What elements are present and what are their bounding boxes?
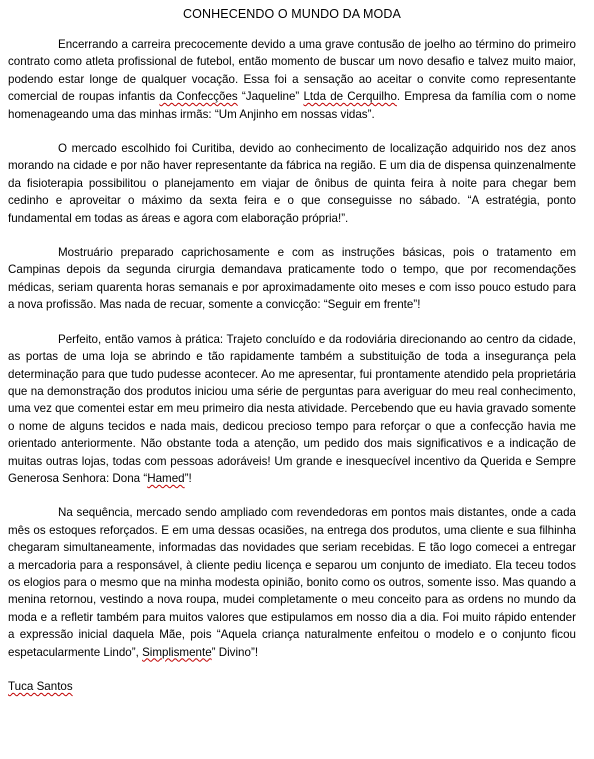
paragraph xyxy=(8,244,576,314)
paragraph-text: ” Divino”! xyxy=(211,645,259,659)
paragraph xyxy=(8,36,576,123)
document-title: CONHECENDO O MUNDO DA MODA xyxy=(183,7,401,21)
author-signature xyxy=(8,678,576,695)
paragraph-text: Encerrando a carreira precocemente devido a uma grave contusão de joelho ao término do primeiro contrato como atleta profissional de futebol, então momento de buscar um novo desafio e talvez muito maior, podendo estar longe de qualquer vocação. Essa foi a sensação ao aceitar o convite como representante comercial de roupas infantis xyxy=(8,38,576,104)
signature-text: Tuca Santos xyxy=(8,680,73,693)
paragraph-text: ”! xyxy=(184,471,192,485)
paragraph-text: Na sequência, mercado sendo ampliado com revendedoras em pontos mais distantes, onde a cada mês os estoques reforçados. E em uma dessas ocasiões, na entrega dos produtos, uma cliente e sua filhinha chegaram simultaneamente, informadas das novidades que seriam recebidas. E tão logo comecei a entregar a mercadoria para a responsável, à cliente pediu licença e separou um conjunto de imediato. Ela teceu todos os elogios para o mesmo que na minha modesta opinião, bonito como os outros, somente isso. Mas quando a menina retornou, vestindo a nova roupa, mudei completamente o meu conceito para as ordens no mundo da moda e a refletir também para muitos valores que estipulamos em nosso dia a dia. Foi muito rápido entender a expressão inicial daquela Mãe, pois “Aquela criança naturalmente enfeitou o modelo e o conjunto ficou espetacularmente Lindo”, xyxy=(8,506,576,659)
paragraph-text: Mostruário preparado caprichosamente e com as instruções básicas, pois o tratamento em Campinas depois da segunda cirurgia demandava praticamente todo o tempo, que por recomendações médicas, seriam quarenta horas semanais e por aproximadamente oito meses e com isso pouco estudo para a nova profissão. Mas nada de recuar, somente a convicção: “Seguir em frente”! xyxy=(8,246,576,312)
document-page xyxy=(8,6,576,695)
paragraph-text: Perfeito, então vamos à prática: Trajeto concluído e da rodoviária direcionando ao centro da cidade, as portas de uma loja se abrindo e tão rapidamente também a substituição de toda a insegurança pela determinação para que tudo pudesse acontecer. Ao me apresentar, fui prontamente atendido pela proprietária que na demonstração dos produtos iniciou uma série de perguntas para averiguar do meu real conhecimento, uma vez que comentei estar em meu primeiro dia nesta atividade. Percebendo que eu havia gravado somente o nome de alguns tecidos e nada mais, dedicou precioso tempo para reforçar o que a confecção havia me orientado anteriormente. Não obstante toda a atenção, um pedido dos mais significativos e a indicação de muitas outras lojas, todas com pessoas adoráveis! Um grande e inesquecível incentivo da Querida e Sempre Generosa Senhora: Dona “ xyxy=(8,332,576,485)
paragraph-text: O mercado escolhido foi Curitiba, devido ao conhecimento de localização adquirido nos dez anos morando na cidade e por não haver representante da fábrica na região. E um dia de dispensa quinzenalmente da fisioterapia possibilitou o planejamento em viajar de ônibus de quinta feira à noite para chegar bem cedinho e aproveitar o máximo da sexta feira e o que conseguisse no sábado. “A estratégia, ponto fundamental em todas as áreas e agora com elaboração própria!”. xyxy=(8,142,576,225)
paragraph-text: “Jaqueline” xyxy=(237,90,304,104)
paragraph xyxy=(8,331,576,488)
paragraph xyxy=(8,140,576,227)
spellcheck-flagged-word: Simplismente xyxy=(142,645,212,659)
spellcheck-flagged-word: Hamed xyxy=(147,471,185,485)
document-body xyxy=(8,36,576,661)
paragraph xyxy=(8,504,576,661)
spellcheck-flagged-word: da Confecções xyxy=(159,90,238,104)
spellcheck-flagged-word: Ltda de Cerquilho xyxy=(303,90,397,104)
paragraph-text: . Empresa da família com o nome homenageando uma das minhas irmãs: “Um Anjinho em nossas vidas”. xyxy=(8,90,576,121)
